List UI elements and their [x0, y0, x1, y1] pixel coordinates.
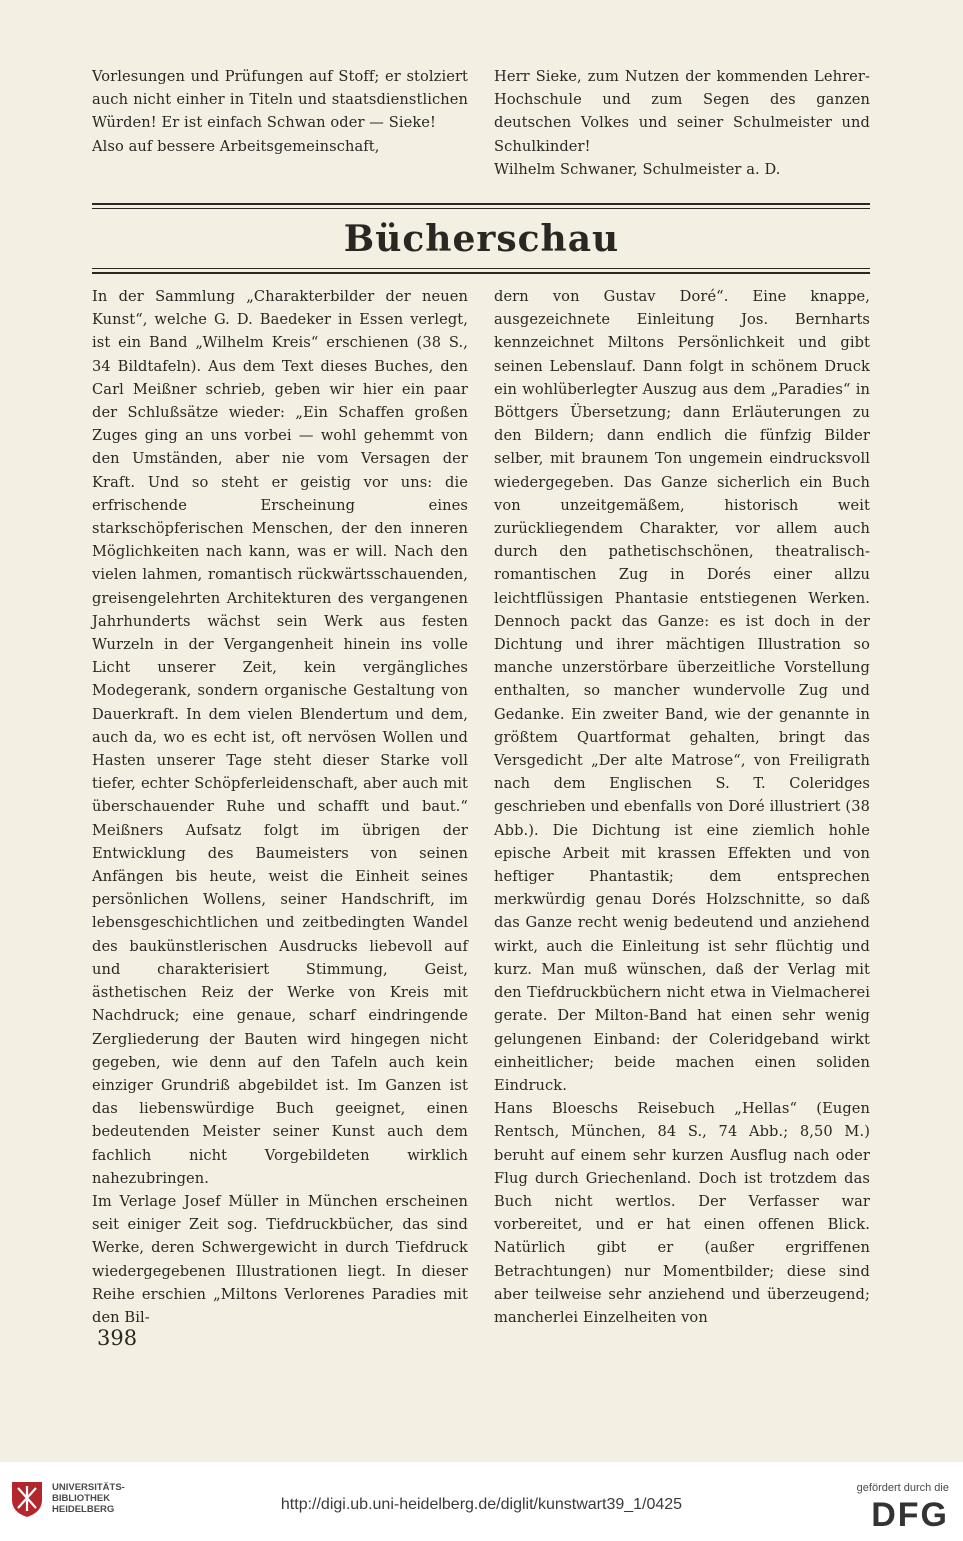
- divider: [92, 203, 870, 205]
- paragraph: Hans Bloeschs Reisebuch „Hellas“ (Eugen Rentsch, München, 84 S., 74 Abb.; 8,50 M.) beruht auf einem sehr kurzen Ausflug nach oder Flug durch Griechenland. Doch ist trotzdem das Buch nicht wertlos. Der Verfasser war vorbereitet, und er hat einen offenen Blick. Natürlich gibt er (außer ergriffenen Betrachtungen) nur Momentbilder; diese sind aber teilweise sehr anziehend und überzeugend; mancherlei Einzelheiten von: [494, 1100, 870, 1326]
- divider: [92, 268, 870, 269]
- university-name-line: UNIVERSITÄTS-: [52, 1482, 125, 1493]
- paragraph: Vorlesungen und Prüfungen auf Stoff; er stolziert auch nicht einher in Titeln und staatsdienstlichen Würden! Er ist einfach Schwan oder — Sieke!: [92, 68, 468, 132]
- body-left-column: [92, 285, 468, 1329]
- paragraph: Herr Sieke, zum Nutzen der kommenden Lehrer-Hochschule und zum Segen des ganzen deutschen Volkes und seiner Schulmeister und Schulkinder!: [494, 68, 870, 155]
- paragraph: Also auf bessere Arbeitsgemeinschaft,: [92, 137, 380, 155]
- divider: [92, 272, 870, 274]
- top-right-column: [494, 65, 870, 181]
- dfg-logo[interactable]: DFG: [871, 1496, 949, 1534]
- funded-by-label: gefördert durch die: [856, 1482, 949, 1494]
- paragraph: dern von Gustav Doré“. Eine knappe, ausgezeichnete Einleitung Jos. Bernharts kennzeichnet Miltons Persönlichkeit und gibt seinen Lebenslauf. Dann folgt in schönem Druck ein wohlüberlegter Auszug aus dem „Paradies“ in Böttgers Übersetzung; dann Erläuterungen zu den Bildern; dann endlich die fünfzig Bilder selber, mit braunem Ton ungemein eindrucksvoll wiedergegeben. Das Ganze sicherlich ein Buch von unzeitgemäßem, historisch weit zurückliegendem Charakter, vor allem auch durch den pathetischschönen, theatralisch-romantischen Zug in Dorés einer allzu leichtflüssigen Phantasie entstiegenen Werken. Dennoch packt das Ganze: es ist doch in der Dichtung und ihrer mächtigen Illustration so manche unzerstörbare überzeitliche Vorstellung enthalten, so mancher wundervolle Zug und Gedanke. Ein zweiter Band, wie der genannte in größtem Quartformat gehalten, bringt das Versgedicht „Der alte Matrose“, von Freiligrath nach dem Englischen S. T. Coleridges geschrieben und ebenfalls von Doré illustriert (38 Abb.). Die Dichtung ist eine ziemlich hohle epische Arbeit mit krassen Effekten und von heftiger Phantastik; dem entsprechen merkwürdig genau Dorés Holzschnitte, so daß das Ganze recht wenig bedeutend und anziehend wirkt, auch die Einleitung ist sehr flüchtig und kurz. Man muß wünschen, daß der Verlag mit den Tiefdruckbüchern nicht etwa in Vielmacherei gerate. Der Milton-Band hat einen sehr wenig gelungenen Einband: der Coleridgeband wirkt einheitlicher; beide machen einen soliden Eindruck.: [494, 288, 870, 1094]
- permalink[interactable]: http://digi.ub.uni-heidelberg.de/diglit/kunstwart39_1/0425: [280, 1496, 683, 1513]
- signature-line: Wilhelm Schwaner, Schulmeister a. D.: [494, 160, 781, 178]
- page-number: 398: [97, 1326, 138, 1350]
- body-right-column: [494, 285, 870, 1329]
- university-name-line: HEIDELBERG: [52, 1504, 115, 1515]
- section-title: Bücherschau: [343, 218, 620, 260]
- divider: [92, 208, 870, 209]
- university-name-line: BIBLIOTHEK: [52, 1493, 111, 1504]
- paragraph: In der Sammlung „Charakterbilder der neuen Kunst“, welche G. D. Baedeker in Essen verlegt, ist ein Band „Wilhelm Kreis“ erschienen (38 S., 34 Bildtafeln). Aus dem Text dieses Buches, den Carl Meißner schrieb, geben wir hier ein paar der Schlußsätze wieder: „Ein Schaffen großen Zuges ging an uns vorbei — wohl gehemmt von den Umständen, aber nie vom Versagen der Kraft. Und so steht er geistig vor uns: die erfrischende Erscheinung eines starkschöpferischen Menschen, der den inneren Möglichkeiten nach kann, was er will. Nach den vielen lahmen, romantisch rückwärtsschauenden, greisengelehrten Architekturen des vergangenen Jahrhunderts wächst sein Werk aus festen Wurzeln in der Vergangenheit hinein ins volle Licht unserer Zeit, kein vergängliches Modegerank, sondern organische Gestaltung von Dauerkraft. In dem vielen Blendertum und dem, auch da, wo es echt ist, oft nervösen Wollen und Hasten unserer Tage steht dieser Starke voll tiefer, echter Schöpferleidenschaft, aber auch mit überschauender Ruhe und schafft und baut.“ Meißners Aufsatz folgt im übrigen der Entwicklung des Baumeisters von seinen Anfängen bis heute, weist die Einheit seines persönlichen Wollens, seiner Handschrift, im lebensgeschichtlichen und zeitbedingten Wandel des baukünstlerischen Ausdrucks liebevoll auf und charakterisiert Stimmung, Geist, ästhetischen Reiz der Werke von Kreis mit Nachdruck; eine genaue, scharf eindringende Zergliederung der Bauten wird hingegen nicht gegeben, wie denn auf den Tafeln auch kein einziger Grundriß abgebildet ist. Im Ganzen ist das liebenswürdige Buch geeignet, einen bedeutenden Meister seiner Kunst auch dem fachlich nicht Vorgebildeten wirklich nahezubringen.: [92, 288, 468, 1187]
- paragraph: Im Verlage Josef Müller in München erscheinen seit einiger Zeit sog. Tiefdruckbücher, das sind Werke, deren Schwergewicht in durch Tiefdruck wiedergegebenen Illustrationen liegt. In dieser Reihe erschien „Miltons Verlorenes Paradies mit den Bil-: [92, 1192, 468, 1326]
- top-left-column: [92, 65, 468, 158]
